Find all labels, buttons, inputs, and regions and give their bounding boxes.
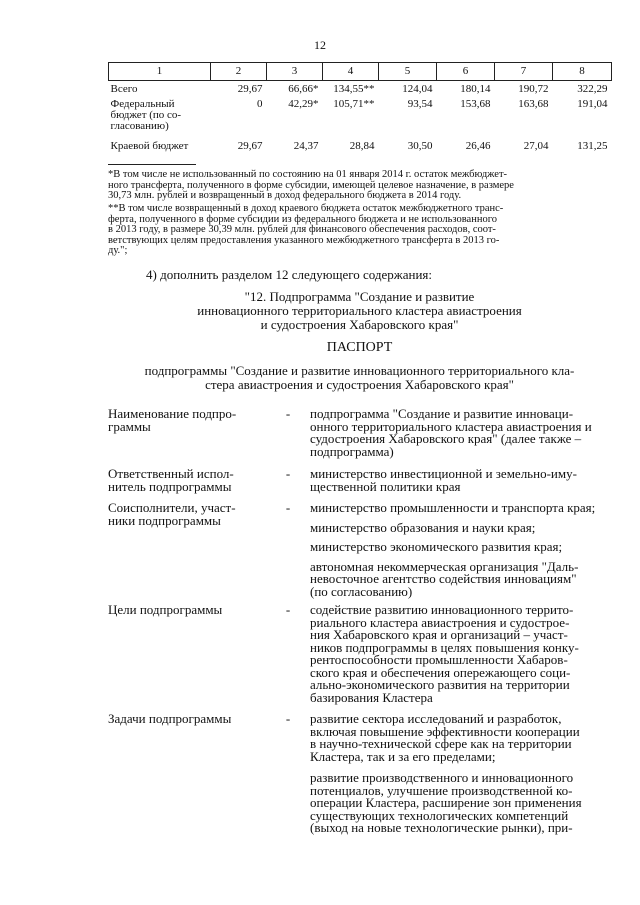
table-row [109, 81, 612, 98]
footnote-line: ного трансферта, полученного в форме субсидии, имеющей целевое назначение, в размере [108, 179, 514, 191]
passport-row-value [310, 468, 611, 493]
dash-separator: - [285, 602, 291, 617]
footnote-line: *В том числе не использованный по состоянию на 01 января 2014 г. остаток межбюджет- [108, 169, 508, 180]
footnote-1 [108, 170, 611, 202]
table-cell: 191,04 [577, 98, 608, 110]
table-cell: 131,25 [577, 140, 608, 152]
row-label-line: бюджет (по со- [110, 109, 182, 121]
dash-separator: - [285, 406, 291, 421]
row-label: Краевой бюджет [110, 140, 189, 152]
value-line: ского края и обеспечения опережающего соци- [310, 664, 571, 680]
table-cell: 42,29* [288, 98, 319, 110]
table-cell: 153,68 [460, 98, 491, 110]
footnote-line: ферта, полученного в форме субсидии из федерального бюджета и не использованного [108, 213, 497, 225]
value-line: в научно-технической сфере как на территории [310, 736, 572, 751]
value-line: министерство образования и науки края; [310, 519, 536, 535]
label-line: Задачи подпрограммы [108, 711, 232, 726]
passport-subtitle [108, 364, 611, 392]
dash-separator: - [285, 711, 291, 726]
value-line: министерство экономического развития края; [310, 539, 563, 554]
table-cell: 124,04 [402, 83, 433, 95]
table-header-row [109, 63, 612, 81]
footnote-line: **В том числе возвращенный в доход краевого бюджета остаток межбюджетного транс- [108, 203, 504, 214]
row-label-line: Федеральный [110, 98, 175, 110]
table-cell: 24,37 [293, 140, 319, 152]
passport-row-value [310, 604, 611, 704]
row-label-line: гласованию) [110, 120, 169, 132]
table-cell: 28,84 [349, 140, 375, 152]
value-line: министерство промышленности и транспорта края; [310, 500, 596, 515]
table-cell: 105,71** [333, 98, 375, 110]
table-header-cell: 1 [109, 63, 211, 81]
value-line: ния Хабаровского края и организаций – участ- [310, 627, 568, 642]
table-cell: 29,67 [237, 140, 263, 152]
value-line: ников подпрограммы в целях повышения конку- [310, 639, 579, 655]
passport-subtitle-line: подпрограммы "Создание и развитие инновационного территориального кла- [144, 363, 575, 378]
label-line: Наименование подпро- [108, 406, 237, 421]
footnote-line: ветствующих целям предоставления указанного межбюджетного трансферта в 2013 го- [108, 234, 500, 246]
footnote-line: 30,73 млн. рублей и возвращенный в доход федерального бюджета в 2014 году. [108, 190, 462, 201]
passport-row-value [310, 502, 611, 598]
passport-title: ПАСПОРТ [326, 340, 393, 355]
value-line: министерство инвестиционной и земельно-иму- [310, 466, 577, 481]
table-header-cell: 8 [553, 63, 612, 81]
table-header-cell: 7 [495, 63, 553, 81]
value-line: судостроения Хабаровского края" (далее также – [310, 431, 582, 446]
table-cell: 190,72 [518, 83, 549, 95]
label-line: нитель подпрограммы [108, 478, 232, 494]
value-line: включая повышение эффективности кооперации [310, 723, 580, 739]
dash-separator: - [285, 466, 291, 481]
section-title-line: инновационного территориального кластера авиастроения [197, 303, 522, 318]
value-line: операции Кластера, расширение зон применения [310, 795, 582, 810]
value-line: существующих технологических компетенций [310, 807, 569, 823]
table-cell: 322,29 [577, 83, 608, 95]
value-line: невосточное агентство содействия инновациям" [310, 571, 577, 586]
table-cell: 30,50 [407, 140, 433, 152]
value-line: онного территориального кластера авиастроения и [310, 418, 592, 434]
value-line: (выход на новые технологические рынки), при- [310, 820, 573, 835]
passport-row-label [108, 604, 278, 617]
table-cell: 29,67 [237, 83, 263, 95]
value-line: риального кластера авиастроения и судострое- [310, 614, 570, 630]
value-line: развитие сектора исследований и разработок, [310, 711, 562, 726]
passport-row-label [108, 408, 278, 433]
row-label [109, 97, 211, 137]
section-title [108, 290, 611, 332]
table-cell: 27,04 [523, 140, 549, 152]
label-line: граммы [108, 418, 151, 434]
value-line: подпрограмма "Создание и развитие инноваци- [310, 406, 574, 421]
table-row [109, 137, 612, 157]
passport-row-value [310, 408, 611, 458]
value-line: (по согласованию) [310, 583, 413, 599]
label-line: Цели подпрограммы [108, 602, 223, 617]
section-title-line: и судостроения Хабаровского края" [260, 317, 459, 332]
row-label: Всего [110, 83, 138, 95]
value-line: ально-экономического развития на территории [310, 677, 570, 692]
passport-row-label [108, 713, 278, 726]
value-line: щественной политики края [310, 478, 461, 494]
table-header-cell: 3 [267, 63, 323, 81]
table-cell: 180,14 [460, 83, 491, 95]
table-header-cell: 4 [323, 63, 379, 81]
table-cell: 134,55** [333, 83, 375, 95]
value-line: подпрограмма) [310, 443, 394, 459]
table-header-cell: 2 [211, 63, 267, 81]
value-line: содействие развитию инновационного террито- [310, 602, 574, 617]
value-line: Кластера, так и за его пределами; [310, 748, 496, 764]
footnote-line: в 2013 году, в размере 30,39 млн. рублей для финансового обеспечения расходов, соот- [108, 224, 496, 235]
passport-subtitle-line: стера авиастроения и судостроения Хабаровского края" [205, 377, 514, 392]
label-line: ники подпрограммы [108, 512, 221, 528]
footnote-2 [108, 204, 611, 257]
table-header-cell: 5 [379, 63, 437, 81]
value-line: базирования Кластера [310, 689, 433, 705]
table-cell: 0 [257, 98, 263, 110]
value-line: автономная некоммерческая организация "Даль- [310, 558, 579, 574]
value-line: потенциалов, улучшение производственной ко- [310, 782, 573, 798]
dash-separator: - [285, 500, 291, 515]
table-header-cell: 6 [437, 63, 495, 81]
funding-table [108, 62, 612, 157]
value-line: развитие производственного и инновационного [310, 770, 574, 785]
table-cell: 163,68 [518, 98, 549, 110]
footnote-line: ду."; [108, 245, 128, 256]
page-number: 12 [314, 38, 326, 52]
passport-row-value [310, 713, 611, 835]
table-cell: 26,46 [465, 140, 491, 152]
table-row [109, 97, 612, 137]
label-line: Ответственный испол- [108, 466, 234, 481]
value-line: рентоспособности промышленности Хабаров- [310, 652, 568, 667]
passport-row-label [108, 502, 278, 527]
section-title-line: "12. Подпрограмма "Создание и развитие [244, 289, 475, 304]
footnote-separator [108, 164, 196, 165]
table-cell: 66,66* [288, 83, 319, 95]
label-line: Соисполнители, участ- [108, 500, 236, 515]
table-cell: 93,54 [407, 98, 433, 110]
passport-row-label [108, 468, 278, 493]
amendment-instruction: 4) дополнить разделом 12 следующего содержания: [146, 267, 433, 282]
